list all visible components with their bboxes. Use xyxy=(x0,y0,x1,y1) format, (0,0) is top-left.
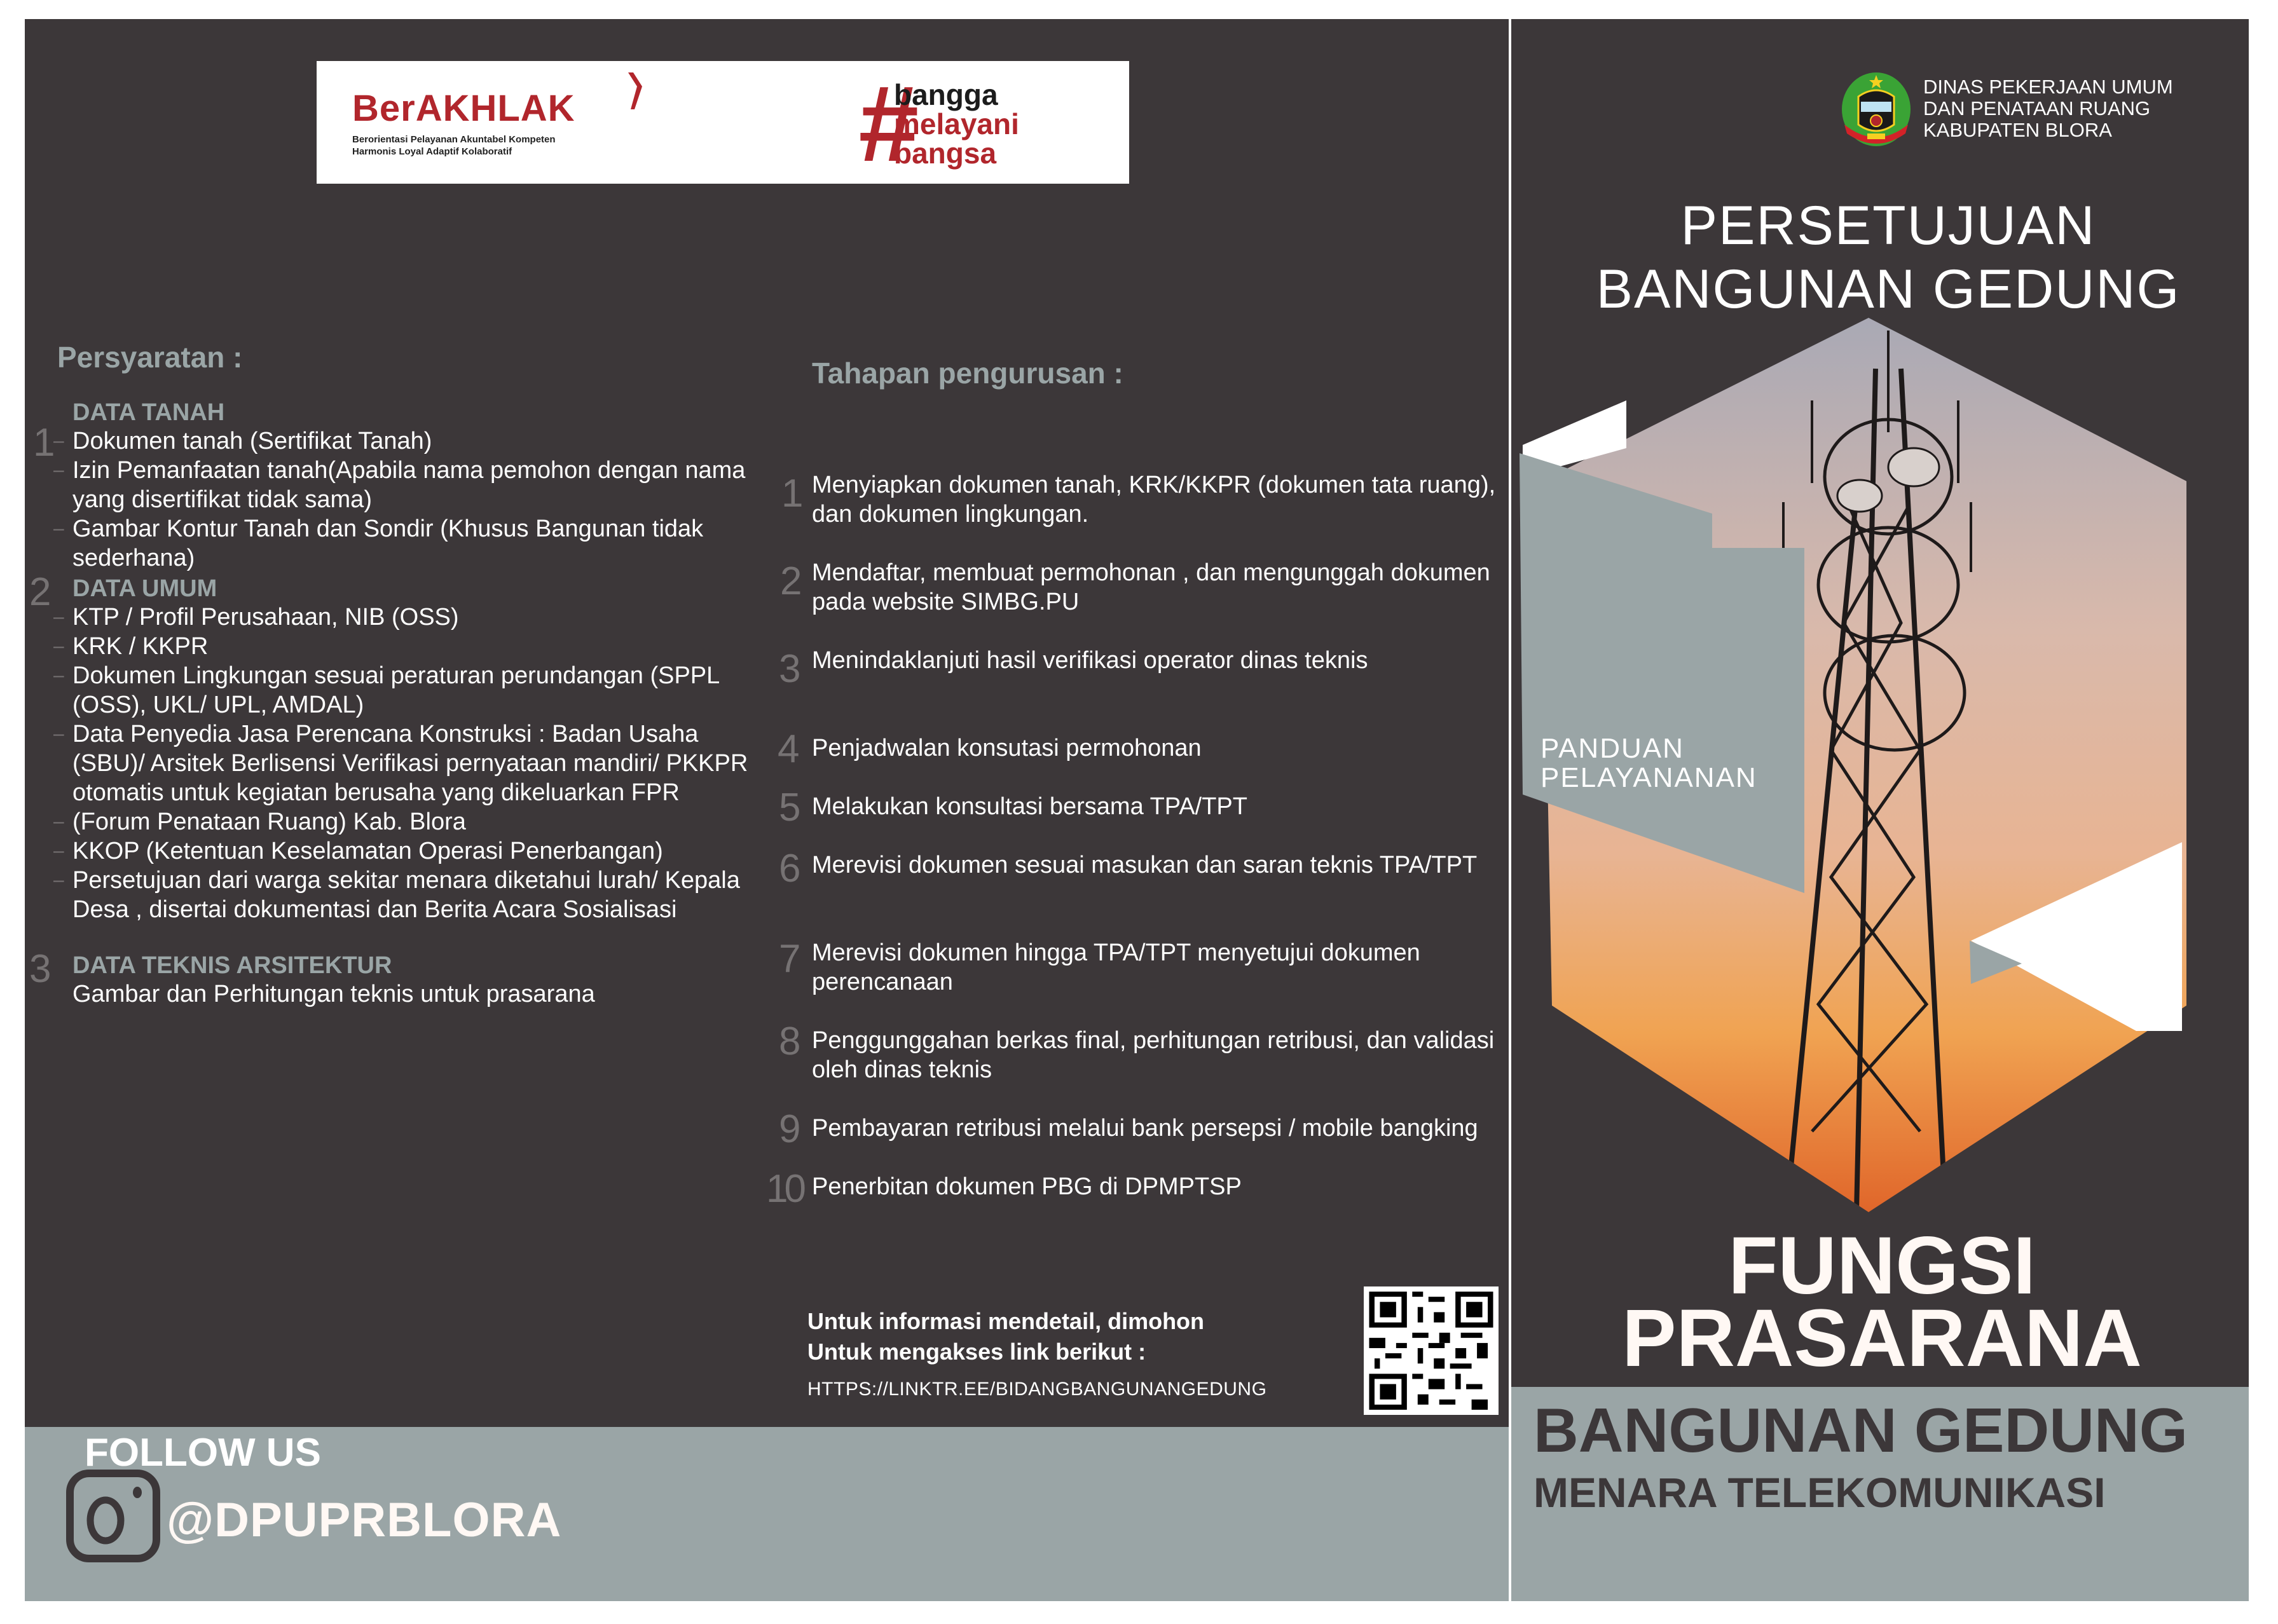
berakhlak-logo xyxy=(352,90,575,158)
group-data-tanah xyxy=(25,399,769,573)
blora-emblem-icon xyxy=(1839,71,1913,150)
step-text: Pembayaran retribusi melalui bank persepsi / mobile bangking xyxy=(812,1115,1478,1142)
step-item xyxy=(766,727,1510,792)
step-number: 4 xyxy=(778,727,800,771)
berakhlak-tagline-2: Harmonis Loyal Adaptif Kolaboratif xyxy=(352,146,512,157)
step-item xyxy=(766,938,1510,1026)
follow-us-label: FOLLOW US xyxy=(85,1431,321,1475)
group-data-umum xyxy=(25,570,769,924)
list-item: – KKOP (Ketentuan Keselamatan Operasi Penerbangan) xyxy=(53,838,663,864)
step-text: Mendaftar, membuat permohonan , dan mengunggah dokumen pada website SIMBG.PU xyxy=(812,559,1490,615)
step-text: Merevisi dokumen hingga TPA/TPT menyetujui dokumen perencanaan xyxy=(812,939,1420,995)
list-item: – Data Penyedia Jasa Perencana Konstruksi : Badan Usaha (SBU)/ Arsitek Berlisensi Verifikasi pernyataan mandiri/ PKKPR otomatis untuk kegiatan berusaha yang dikeluarkan FPR xyxy=(53,721,748,806)
group-number: 2 xyxy=(29,570,51,614)
list-item: – Gambar Kontur Tanah dan Sondir (Khusus Bangunan tidak sederhana) xyxy=(53,515,704,571)
bangga-word: bangga xyxy=(894,78,998,111)
bangsa-word: bangsa xyxy=(894,137,997,170)
org-name-line-3: KABUPATEN BLORA xyxy=(1923,119,2112,141)
list-item: – Dokumen tanah (Sertifikat Tanah) xyxy=(53,428,432,454)
bangunan-gedung-subtitle: BANGUNAN GEDUNG xyxy=(1534,1395,2188,1465)
group-data-teknis xyxy=(25,947,769,1009)
panduan-line-2: PELAYANANAN xyxy=(1540,762,1757,793)
instagram-icon[interactable] xyxy=(66,1470,160,1562)
list-item: – Dokumen Lingkungan sesuai peraturan perundangan (SPPL (OSS), UKL/ UPL, AMDAL) xyxy=(53,662,719,718)
step-number: 3 xyxy=(779,647,801,691)
panduan-line-1: PANDUAN xyxy=(1540,733,1684,764)
menara-telekomunikasi-subtitle: MENARA TELEKOMUNIKASI xyxy=(1534,1469,2106,1516)
step-number: 7 xyxy=(779,937,801,981)
group-title: DATA UMUM xyxy=(72,575,217,602)
step-number: 1 xyxy=(781,472,804,515)
qr-code-icon xyxy=(1364,1286,1499,1415)
step-item xyxy=(766,470,1510,558)
instagram-handle[interactable]: @DPUPRBLORA xyxy=(167,1493,562,1547)
info-line-2: Untuk mengakses link berikut : xyxy=(807,1339,1146,1365)
step-text: Merevisi dokumen sesuai masukan dan saran teknis TPA/TPT xyxy=(812,852,1478,878)
group-number: 3 xyxy=(29,947,51,991)
step-text: Penerbitan dokumen PBG di DPMPTSP xyxy=(812,1173,1242,1200)
step-number: 5 xyxy=(779,786,801,829)
bangga-melayani-bangsa-logo xyxy=(857,64,1073,184)
list-item: – KRK / KKPR xyxy=(53,633,209,660)
step-item xyxy=(766,847,1510,938)
step-text: Melakukan konsultasi bersama TPA/TPT xyxy=(812,793,1247,820)
step-number: 8 xyxy=(779,1020,801,1063)
list-item: – Izin Pemanfaatan tanah(Apabila nama pemohon dengan nama yang disertifikat tidak sama) xyxy=(53,457,746,513)
persyaratan-list xyxy=(25,399,769,1009)
org-name-line-1: DINAS PEKERJAAN UMUM xyxy=(1923,76,2173,98)
step-text: Penggunggahan berkas final, perhitungan retribusi, dan validasi oleh dinas teknis xyxy=(812,1027,1495,1083)
step-number: 2 xyxy=(780,559,802,603)
group-title: DATA TANAH xyxy=(72,399,225,426)
step-number: 9 xyxy=(779,1107,801,1151)
step-number: 10 xyxy=(766,1167,802,1211)
step-item xyxy=(766,1107,1510,1172)
step-item xyxy=(766,646,1510,734)
cover-title-line-1: PERSETUJUAN xyxy=(1680,195,2096,256)
step-number: 6 xyxy=(779,847,801,890)
step-item xyxy=(766,1167,1510,1211)
cover-title xyxy=(1539,194,2238,321)
cover-title-line-2: BANGUNAN GEDUNG xyxy=(1596,259,2181,320)
tahapan-steps xyxy=(766,470,1510,1210)
step-item xyxy=(766,786,1510,850)
qr-code[interactable] xyxy=(1364,1286,1499,1415)
fungsi-title xyxy=(1513,1220,2251,1384)
panduan-label xyxy=(1540,734,1757,793)
melayani-word: melayani xyxy=(894,107,1019,140)
fungsi-line-2: PRASARANA xyxy=(1622,1293,2142,1384)
step-text: Menyiapkan dokumen tanah, KRK/KKPR (dokumen tata ruang), dan dokumen lingkungan. xyxy=(812,472,1496,528)
linktree-link[interactable]: HTTPS://LINKTR.EE/BIDANGBANGUNANGEDUNG xyxy=(807,1379,1267,1400)
list-item: Gambar dan Perhitungan teknis untuk prasarana xyxy=(72,981,595,1007)
persyaratan-title: Persyaratan : xyxy=(57,341,243,374)
step-text: Menindaklanjuti hasil verifikasi operator dinas teknis xyxy=(812,647,1368,674)
info-line-1: Untuk informasi mendetail, dimohon xyxy=(807,1308,1205,1334)
fungsi-line-1: FUNGSI xyxy=(1728,1220,2036,1311)
group-title: DATA TEKNIS ARSITEKTUR xyxy=(72,952,392,979)
list-item: – Persetujuan dari warga sekitar menara diketahui lurah/ Kepala Desa , disertai dokumentasi dan Berita Acara Sosialisasi xyxy=(53,867,740,923)
step-item xyxy=(766,1020,1510,1114)
chevron-icon xyxy=(627,72,642,109)
org-name-line-2: DAN PENATAAN RUANG xyxy=(1923,97,2151,119)
hashtag-icon: # xyxy=(857,64,917,184)
list-item: – KTP / Profil Perusahaan, NIB (OSS) xyxy=(53,604,459,631)
logo-banner xyxy=(317,61,1129,184)
step-item xyxy=(766,558,1510,646)
list-item: – (Forum Penataan Ruang) Kab. Blora xyxy=(53,809,466,835)
info-block xyxy=(807,1306,1266,1400)
tahapan-title: Tahapan pengurusan : xyxy=(812,357,1123,390)
berakhlak-wordmark: BerAKHLAK xyxy=(352,88,575,129)
step-text: Penjadwalan konsutasi permohonan xyxy=(812,735,1202,761)
group-number: 1 xyxy=(33,421,55,465)
berakhlak-tagline-1: Berorientasi Pelayanan Akuntabel Kompeten xyxy=(352,134,556,145)
